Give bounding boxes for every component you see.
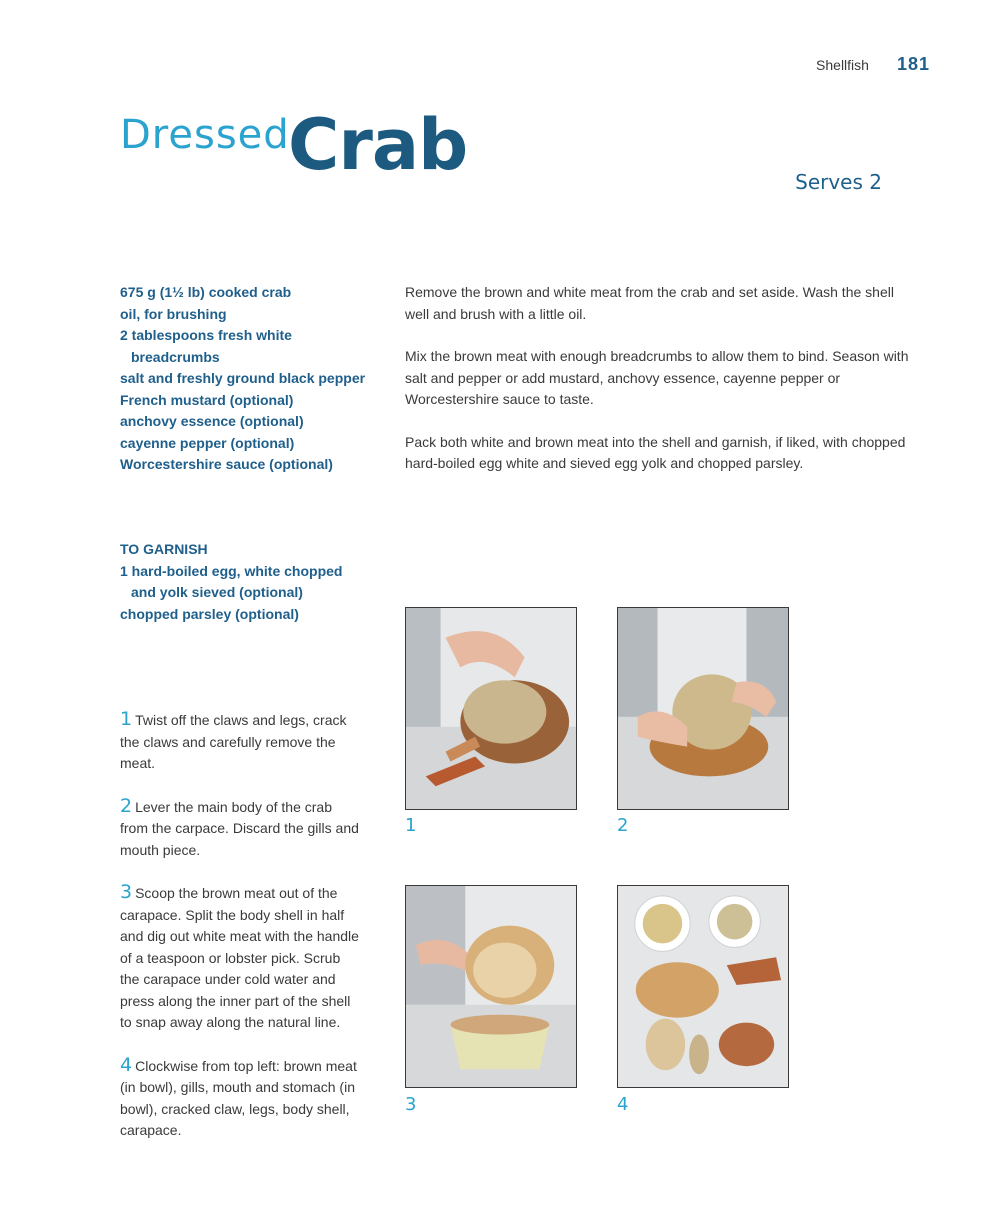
ingredient-item: salt and freshly ground black pepper: [120, 370, 366, 386]
step-number: 4: [120, 1053, 133, 1076]
ingredient-item: Worcestershire sauce (optional): [120, 456, 333, 472]
title-crab: Crab: [288, 104, 468, 186]
step-caption-3: [120, 882, 360, 1034]
garnish-item: 1 hard-boiled egg, white chopped and yolk sieved (optional): [120, 562, 343, 600]
ingredient-item: anchovy essence (optional): [120, 413, 304, 429]
step-caption-1: [120, 709, 360, 775]
garnish-section: [120, 539, 370, 625]
step-text: Lever the main body of the crab from the carpace. Discard the gills and mouth piece.: [120, 798, 359, 858]
step-captions: [120, 709, 360, 1163]
step-photo-3: [405, 885, 577, 1088]
method-paragraph: Pack both white and brown meat into the shell and garnish, if liked, with chopped hard-boiled egg white and sieved egg yolk and chopped parsley.: [405, 433, 906, 471]
garnish-heading: TO GARNISH: [120, 541, 208, 557]
title-dressed: Dressed: [120, 112, 290, 158]
step-photo-4: [617, 885, 789, 1088]
photo-label-4: 4: [617, 1094, 629, 1115]
step-photo-2: [617, 607, 789, 810]
ingredient-item: 675 g (1½ lb) cooked crab: [120, 284, 292, 300]
ingredient-item: oil, for brushing: [120, 305, 227, 322]
ingredient-item: cayenne pepper (optional): [120, 434, 295, 451]
step-number: 2: [120, 794, 133, 817]
step-text: Twist off the claws and legs, crack the claws and carefully remove the meat.: [120, 712, 347, 771]
ingredient-item: French mustard (optional): [120, 391, 294, 408]
method-text: [405, 282, 915, 496]
step-caption-4: [120, 1055, 360, 1142]
ingredients-list: [120, 282, 370, 476]
serves-label: Serves 2: [795, 170, 882, 194]
step-caption-2: [120, 796, 360, 862]
garnish-list: [120, 561, 370, 626]
section-name: Shellfish: [816, 57, 869, 73]
step-photo-1: [405, 607, 577, 810]
step-number: 3: [120, 881, 133, 903]
photo-label-1: 1: [405, 815, 417, 836]
photo-label-3: 3: [405, 1094, 417, 1115]
page-header: [816, 54, 930, 75]
step-number: 1: [120, 708, 133, 730]
ingredient-item: 2 tablespoons fresh white breadcrumbs: [120, 327, 292, 365]
method-paragraph: Remove the brown and white meat from the crab and set aside. Wash the shell well and brush with a little oil.: [405, 284, 894, 322]
garnish-item: chopped parsley (optional): [120, 605, 299, 622]
step-text: Scoop the brown meat out of the carapace. Split the body shell in half and dig out white meat with the handle of a teaspoon or lobster pick. Scrub the carapace under cold water and press along the inner part of the shell to snap away along the natural line.: [120, 885, 359, 1030]
page-number: 181: [896, 54, 930, 74]
step-text: Clockwise from top left: brown meat (in bowl), gills, mouth and stomach (in bowl), cracked claw, legs, body shell, carapace.: [120, 1057, 357, 1138]
photo-label-2: 2: [617, 815, 629, 836]
method-paragraph: Mix the brown meat with enough breadcrumbs to allow them to bind. Season with salt and pepper or add mustard, anchovy essence, cayenne pepper or Worcestershire sauce to taste.: [405, 348, 909, 407]
